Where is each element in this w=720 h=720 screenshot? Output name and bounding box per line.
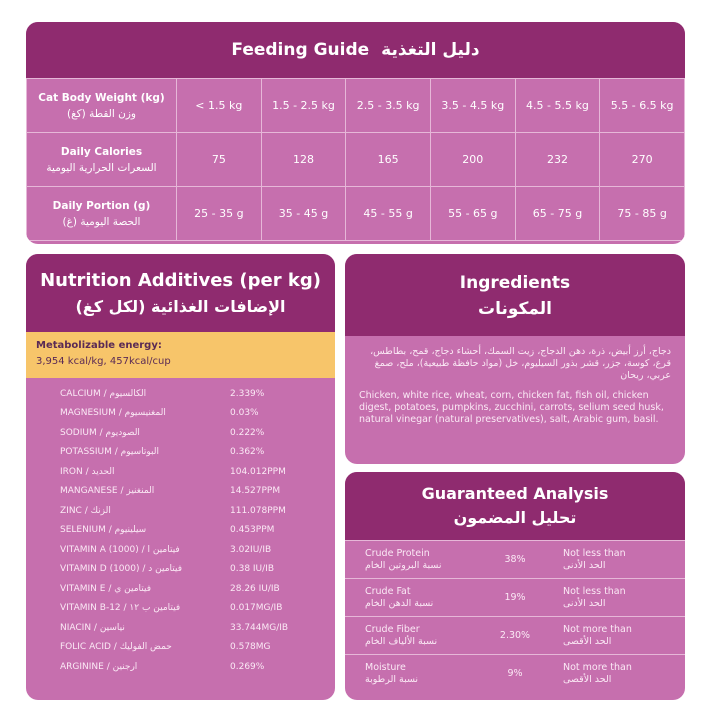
ga-name-ar: نسبة الدهن الخام — [365, 597, 434, 609]
ga-row — [345, 654, 685, 692]
feeding-guide-cell: 55 - 65 g — [430, 187, 515, 241]
ga-limit-en: Not more than — [563, 661, 632, 673]
nutrition-row — [60, 423, 325, 443]
guaranteed-analysis-panel — [345, 472, 685, 700]
ingredients-body — [345, 336, 685, 436]
nutrient-value: 0.362% — [230, 447, 265, 458]
energy-box — [26, 332, 335, 378]
feeding-guide-row-label — [27, 133, 177, 187]
ga-name-en: Moisture — [365, 661, 406, 673]
ga-value: 9% — [507, 668, 523, 679]
nutrient-value: 0.269% — [230, 661, 265, 672]
ingredients-header — [345, 254, 685, 336]
feeding-guide-row-label — [27, 187, 177, 241]
row-label-en: Cat Body Weight (kg) — [38, 91, 165, 104]
nutrition-row — [60, 482, 325, 502]
nutrition-title-en: Nutrition Additives (per kg) — [40, 270, 321, 291]
nutrient-name: CALCIUM / الكالسيوم — [60, 388, 147, 399]
ga-name-ar: نسبة الألياف الخام — [365, 635, 438, 647]
guaranteed-analysis-table — [345, 540, 685, 692]
nutrient-value: 0.38 IU/IB — [230, 564, 275, 575]
feeding-guide-cell: 75 - 85 g — [600, 187, 685, 241]
nutrient-value: 33.744MG/IB — [230, 622, 289, 633]
feeding-guide-cell: 25 - 35 g — [177, 187, 262, 241]
nutrition-row — [60, 540, 325, 560]
nutrition-row — [60, 560, 325, 580]
nutrient-name: SODIUM / الصوديوم — [60, 427, 140, 438]
nutrient-name: POTASSIUM / البوتاسيوم — [60, 447, 159, 458]
ingredients-title-en: Ingredients — [459, 273, 571, 293]
feeding-guide-row — [27, 133, 685, 187]
nutrient-name: MANGANESE / المنغنيز — [60, 486, 155, 497]
ga-name-ar: نسبة الرطوبة — [365, 673, 419, 685]
ga-limit-cell — [555, 548, 685, 572]
nutrient-name: ARGININE / أرجنين — [60, 661, 138, 672]
feeding-guide-row — [27, 79, 685, 133]
ga-name-en: Crude Fiber — [365, 623, 420, 635]
ga-row — [345, 578, 685, 616]
nutrient-value: 0.03% — [230, 408, 259, 419]
feeding-guide-cell: 232 — [515, 133, 600, 187]
feeding-guide-header — [26, 22, 685, 78]
ga-limit-ar: الحد الأقصى — [563, 673, 612, 685]
feeding-guide-row — [27, 187, 685, 241]
feeding-guide-cell: 4.5 - 5.5 kg — [515, 79, 600, 133]
nutrient-name: ZINC / الزنك — [60, 505, 111, 516]
nutrient-name: VITAMIN E / فيتامين ي — [60, 583, 152, 594]
feeding-guide-cell: 3.5 - 4.5 kg — [430, 79, 515, 133]
ingredients-title-ar: المكونات — [477, 299, 552, 319]
feeding-guide-cell: 45 - 55 g — [346, 187, 431, 241]
nutrient-value: 104.012PPM — [230, 466, 286, 477]
nutrition-title-ar: الإضافات الغذائية (لكل كغ) — [75, 297, 286, 316]
nutrition-row — [60, 618, 325, 638]
ga-limit-en: Not less than — [563, 547, 626, 559]
ga-row — [345, 616, 685, 654]
nutrient-name: VITAMIN B-12 / فيتامين ب ١٢ — [60, 603, 181, 614]
ingredients-text-en: Chicken, white rice, wheat, corn, chicken fat, fish oil, chicken digest, potatoes, pumpkins, zucchini, carrots, selium seed husk, natural vinegar (natural preservatives), salt, Arabic gum, basil. — [359, 390, 664, 425]
nutrition-row — [60, 638, 325, 658]
row-label-en: Daily Portion (g) — [52, 199, 151, 212]
ga-limit-cell — [555, 624, 685, 648]
nutrition-row — [60, 657, 325, 677]
nutrition-header — [26, 254, 335, 332]
ga-name-cell — [345, 548, 475, 572]
feeding-guide-cell: 5.5 - 6.5 kg — [600, 79, 685, 133]
nutrition-row — [60, 501, 325, 521]
feeding-guide-row-label — [27, 79, 177, 133]
feeding-guide-title-ar: دليل التغذية — [381, 40, 480, 60]
row-label-en: Daily Calories — [60, 145, 143, 158]
ga-value: 2.30% — [499, 630, 531, 641]
nutrient-name: VITAMIN A (1000) / فيتامين أ — [60, 544, 180, 555]
ga-limit-ar: الحد الأقصى — [563, 635, 612, 647]
feeding-guide-cell: < 1.5 kg — [177, 79, 262, 133]
ga-row — [345, 540, 685, 578]
nutrient-name: VITAMIN D (1000) / فيتامين د — [60, 564, 182, 575]
feeding-guide-cell: 270 — [600, 133, 685, 187]
ga-limit-cell — [555, 662, 685, 686]
ga-title-en: Guaranteed Analysis — [421, 484, 609, 503]
feeding-guide-cell: 1.5 - 2.5 kg — [261, 79, 346, 133]
feeding-guide-panel — [26, 22, 685, 244]
nutrient-name: FOLIC ACID / حمض الفوليك — [60, 642, 172, 653]
feeding-guide-table — [26, 78, 685, 241]
nutrient-name: SELENIUM / سيلينيوم — [60, 525, 147, 536]
feeding-guide-cell: 75 — [177, 133, 262, 187]
energy-title: Metabolizable energy: — [36, 340, 162, 351]
nutrition-row — [60, 384, 325, 404]
nutrition-row — [60, 521, 325, 541]
nutrition-list — [26, 378, 335, 677]
nutrition-additives-panel — [26, 254, 335, 700]
ingredients-text-ar: دجاج، أرز أبيض، ذرة، دهن الدجاج، زيت السمك، أحشاء دجاج، قمح، بطاطس، قرع، كوسة، جزر، قشر بذور السيليوم، خل (مواد حافظة طبيعية)، ملح، صمغ عربي، ريحان — [370, 346, 671, 381]
nutrition-row — [60, 443, 325, 463]
feeding-guide-cell: 65 - 75 g — [515, 187, 600, 241]
ga-limit-en: Not more than — [563, 623, 632, 635]
nutrient-value: 3.02IU/IB — [230, 544, 272, 555]
nutrient-name: IRON / الحديد — [60, 466, 115, 477]
ga-value: 19% — [504, 592, 526, 603]
ga-limit-en: Not less than — [563, 585, 626, 597]
row-label-ar: وزن القطة (كغ) — [67, 107, 136, 120]
ga-name-cell — [345, 662, 475, 686]
nutrition-row — [60, 579, 325, 599]
nutrient-name: MAGNESIUM / المغنيسيوم — [60, 408, 166, 419]
ga-name-cell — [345, 624, 475, 648]
nutrient-value: 14.527PPM — [230, 486, 281, 497]
ga-name-en: Crude Fat — [365, 585, 411, 597]
guaranteed-analysis-header — [345, 472, 685, 540]
nutrient-value: 0.222% — [230, 427, 265, 438]
row-label-ar: السعرات الحرارية اليومية — [46, 161, 157, 174]
ga-limit-ar: الحد الأدنى — [563, 559, 606, 571]
row-label-ar: الحصة اليومية (غ) — [62, 215, 141, 228]
nutrient-name: NIACIN / نياسين — [60, 622, 125, 633]
ga-limit-cell — [555, 586, 685, 610]
nutrition-row — [60, 599, 325, 619]
ga-limit-ar: الحد الأدنى — [563, 597, 606, 609]
nutrition-row — [60, 462, 325, 482]
feeding-guide-cell: 35 - 45 g — [261, 187, 346, 241]
nutrition-row — [60, 404, 325, 424]
ga-title-ar: تحليل المضمون — [453, 508, 577, 527]
nutrient-value: 2.339% — [230, 388, 265, 399]
feeding-guide-cell: 128 — [261, 133, 346, 187]
nutrient-value: 0.578MG — [230, 642, 271, 653]
nutrient-value: 0.453PPM — [230, 525, 275, 536]
ga-value: 38% — [504, 554, 526, 565]
ga-name-en: Crude Protein — [365, 547, 430, 559]
feeding-guide-cell: 2.5 - 3.5 kg — [346, 79, 431, 133]
ingredients-panel — [345, 254, 685, 464]
ga-name-cell — [345, 586, 475, 610]
energy-value: 3,954 kcal/kg, 457kcal/cup — [36, 356, 171, 367]
nutrient-value: 28.26 IU/IB — [230, 583, 280, 594]
nutrient-value: 111.078PPM — [230, 505, 286, 516]
feeding-guide-cell: 200 — [430, 133, 515, 187]
ga-name-ar: نسبة البروتين الخام — [365, 559, 442, 571]
nutrient-value: 0.017MG/IB — [230, 603, 283, 614]
feeding-guide-cell: 165 — [346, 133, 431, 187]
feeding-guide-title-en: Feeding Guide — [231, 40, 370, 60]
